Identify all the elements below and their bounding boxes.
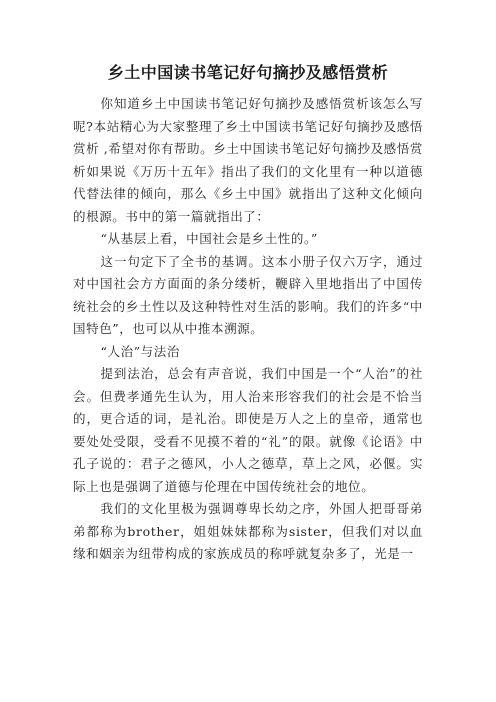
section-heading-rule: “人治”与法治: [100, 343, 180, 359]
paragraph-rule-of-rites: 提到法治，总会有声音说，我们中国是一个“人治”的社会。但费孝通先生认为，用人治来形容我们的社会是不恰当的，更合适的词，是礼治。即使是万人之上的皇帝，通常也要处处受限，受看不见摸不着的“礼”的限。就像《论语》中孔子说的：君子之德风，小人之德草，草上之风，必偃。实际上也是强调了道德与伦理在中国传统社会的地位。: [73, 366, 423, 494]
paragraph-quote: “从基层上看，中国社会是乡土性的。”: [100, 231, 318, 246]
document-body: [73, 93, 423, 566]
paragraph-summary: 这一句定下了全书的基调。这本小册子仅六万字，通过对中国社会方方面面的条分缕析，鞭辟入里地指出了中国传统社会的乡土性以及这种特性对生活的影响。我们的许多“中国特色”，也可以从中推本溯源。: [73, 253, 423, 336]
document-title: 乡土中国读书笔记好句摘抄及感悟赏析: [107, 63, 389, 82]
paragraph-kinship: 我们的文化里极为强调尊卑长幼之序，外国人把哥哥弟弟都称为brother，姐姐妹妹都称为sister，但我们对以血缘和姻亲为纽带构成的家族成员的称呼就复杂多了，光是一: [73, 501, 423, 561]
paragraph-intro: 你知道乡土中国读书笔记好句摘抄及感悟赏析该怎么写呢?本站精心为大家整理了乡土中国读书笔记好句摘抄及感悟赏析 ,希望对你有帮助。乡土中国读书笔记好句摘抄及感悟赏析如果说《万历十五年》指出了我们的文化里有一种以道德代替法律的倾向，那么《乡土中国》就指出了这种文化倾向的根源。书中的第一篇就指出了：: [73, 96, 423, 224]
